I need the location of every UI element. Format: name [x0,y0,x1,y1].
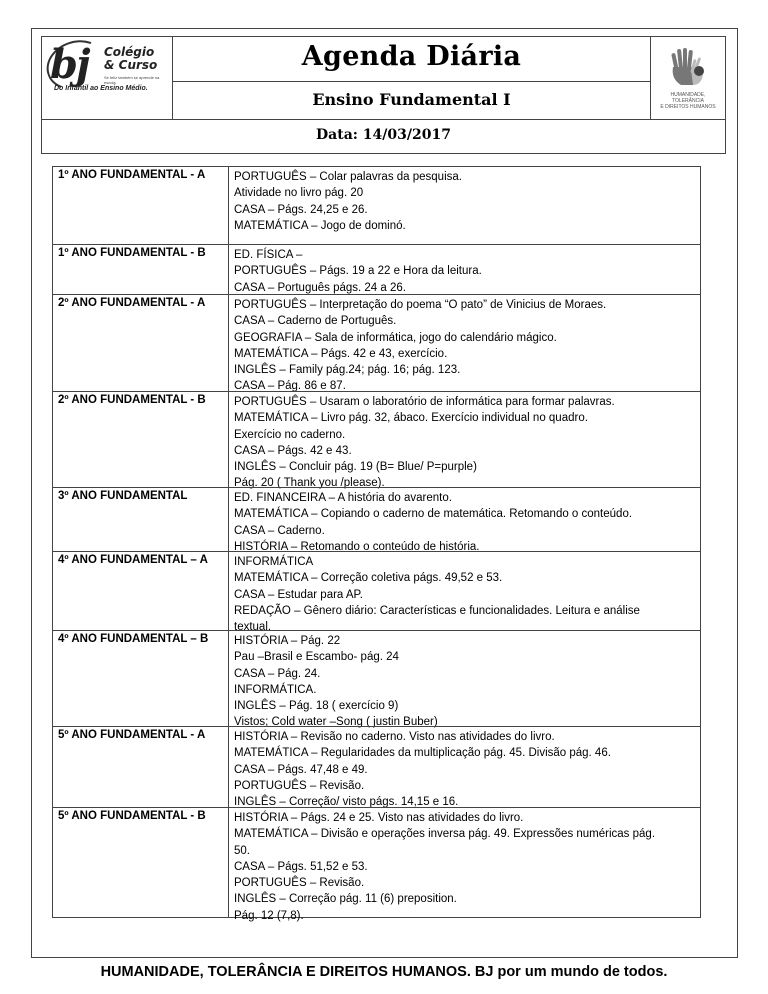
task-item: HISTÓRIA – Revisão no caderno. Visto nas atividades do livro. [234,731,555,743]
task-item: REDAÇÃO – Gênero diário: Características e funcionalidades. Leitura e análise [234,604,640,617]
task-item: MATEMÁTICA – Copiando o caderno de matemática. Retomando o conteúdo. [234,508,633,521]
agenda-row [53,630,700,727]
logo-name [104,46,157,72]
task-list [234,247,696,296]
task-list [234,810,696,924]
task-item: CASA – Págs. 24,25 e 26. [234,203,368,216]
agenda-row [53,391,700,488]
seal-text [655,92,721,110]
page-title: Agenda Diária [301,41,522,72]
task-item: PORTUGUÊS – Usaram o laboratório de informática para formar palavras. [234,396,615,408]
task-item: HISTÓRIA – Págs. 24 e 25. Visto nas atividades do livro. [234,812,524,824]
task-item: CASA – Págs. 51,52 e 53. [234,860,368,873]
class-name: 5º ANO FUNDAMENTAL - B [58,810,206,822]
task-list [234,297,696,395]
task-item: ED. FÍSICA – [234,249,303,261]
task-item: INFORMÁTICA. [234,683,317,696]
logo-tagline: Se feliz também se aprende na escola [104,75,160,85]
agenda-row [53,807,700,922]
task-item: CASA – Português págs. 24 a 26. [234,281,406,294]
task-item: INGLÊS – Concluir pág. 19 (B= Blue/ P=purple) [234,461,477,473]
logo-subtitle: Do Infantil ao Ensino Médio. [54,85,148,92]
task-item: textual. [234,621,272,633]
task-item: MATEMÁTICA – Jogo de dominó. [234,219,406,232]
page-subtitle: Ensino Fundamental I [312,90,511,109]
agenda-date: Data: 14/03/2017 [316,127,451,143]
task-item: CASA – Pág. 86 e 87. [234,380,346,393]
logo-mark: bj [50,41,89,88]
class-name: 1º ANO FUNDAMENTAL - B [58,247,206,259]
task-item: Exercício no caderno. [234,428,346,441]
task-item: PORTUGUÊS – Colar palavras da pesquisa. [234,171,462,183]
class-name: 4º ANO FUNDAMENTAL – B [58,633,209,645]
task-list [234,633,696,731]
seal-text-line2: E DIREITOS HUMANOS [660,104,716,110]
task-item: HISTÓRIA – Retomando o conteúdo de história. [234,540,480,553]
task-item: CASA – Págs. 47,48 e 49. [234,763,368,776]
task-item: Pau –Brasil e Escambo- pág. 24 [234,651,399,664]
task-list [234,169,696,234]
class-name: 1º ANO FUNDAMENTAL - A [58,169,206,181]
task-item: GEOGRAFIA – Sala de informática, jogo do calendário mágico. [234,331,557,344]
agenda-row [53,244,700,295]
task-item: MATEMÁTICA – Livro pág. 32, ábaco. Exercício individual no quadro. [234,412,588,425]
task-item: INGLÊS – Pág. 18 ( exercício 9) [234,700,399,712]
date-row [42,119,725,153]
task-item: CASA – Págs. 42 e 43. [234,444,352,457]
task-item: HISTÓRIA – Pág. 22 [234,635,341,647]
agenda-table [52,166,701,922]
agenda-row [53,487,700,552]
agenda-row [53,167,700,244]
class-name: 5º ANO FUNDAMENTAL - A [58,729,206,741]
task-item: Atividade no livro pág. 20 [234,187,364,200]
task-list [234,394,696,492]
task-item: INGLÊS – Correção/ visto págs. 14,15 e 16. [234,796,459,808]
school-logo [42,37,173,119]
task-item: PORTUGUÊS – Revisão. [234,877,365,889]
task-item: MATEMÁTICA – Regularidades da multiplicação pág. 45. Divisão pág. 46. [234,747,611,760]
agenda-row [53,726,700,808]
title-divider [173,81,650,82]
agenda-row [53,551,700,631]
task-item: 50. [234,844,250,857]
task-item: INGLÊS – Family pág.24; pág. 16; pág. 123. [234,364,461,376]
class-name: 3º ANO FUNDAMENTAL [58,490,188,502]
class-name: 4º ANO FUNDAMENTAL – A [58,554,208,566]
task-list [234,554,696,635]
task-item: PORTUGUÊS – Interpretação do poema “O pato” de Vinicius de Moraes. [234,299,607,311]
task-item: Pág. 20 ( Thank you /please). [234,477,385,490]
task-item: INGLÊS – Correção pág. 11 (6) preposition. [234,893,457,906]
agenda-row [53,294,700,392]
task-item: MATEMÁTICA – Págs. 42 e 43, exercício. [234,347,448,360]
task-item: PORTUGUÊS – Págs. 19 a 22 e Hora da leitura. [234,265,482,278]
task-item: INFORMÁTICA [234,556,314,568]
task-item: MATEMÁTICA – Correção coletiva págs. 49,52 e 53. [234,572,503,585]
task-item: PORTUGUÊS – Revisão. [234,779,365,792]
task-item: MATEMÁTICA – Divisão e operações inversa pág. 49. Expressões numéricas pág. [234,828,656,841]
human-rights-seal [651,37,725,119]
agenda-header [41,36,726,154]
task-item: CASA – Estudar para AP. [234,588,363,601]
task-item: Pág. 12 (7,8). [234,909,304,922]
class-name: 2º ANO FUNDAMENTAL - B [58,394,206,406]
task-item: CASA – Caderno de Português. [234,315,397,328]
task-list [234,729,696,810]
task-item: ED. FINANCEIRA – A história do avarento. [234,492,452,504]
task-list [234,490,696,555]
seal-text-line1: HUMANIDADE, TOLERÂNCIA [670,92,706,104]
task-item: CASA – Caderno. [234,524,325,537]
raised-hands-icon [663,45,711,89]
title-block [173,37,651,119]
task-item: Vistos; Cold water –Song ( justin Buber) [234,716,438,729]
footer-motto: HUMANIDADE, TOLERÂNCIA E DIREITOS HUMANOS. BJ por um mundo de todos. [100,964,668,980]
task-item: CASA – Pág. 24. [234,667,321,680]
class-name: 2º ANO FUNDAMENTAL - A [58,297,206,309]
logo-name-line1: Colégio [104,45,155,59]
logo-name-line2: & Curso [104,58,158,72]
